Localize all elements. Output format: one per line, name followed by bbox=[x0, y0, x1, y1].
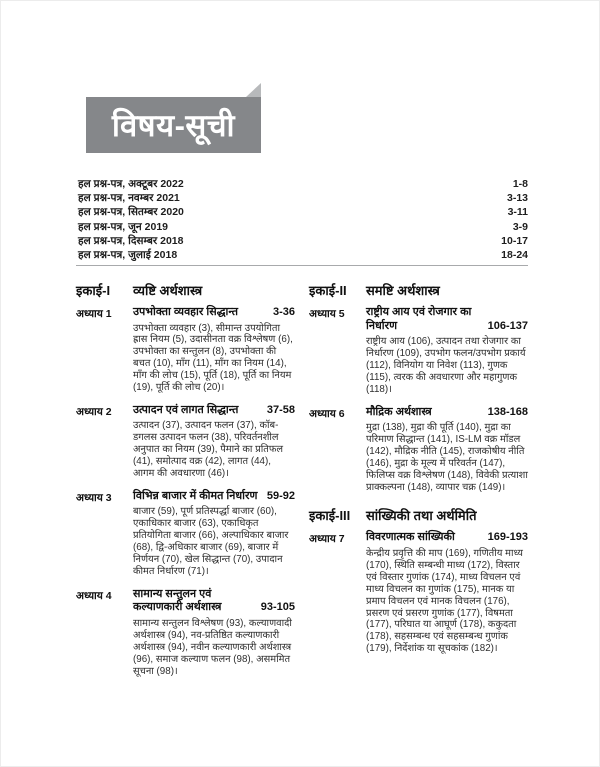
solved-paper-label: हल प्रश्न-पत्र, सितम्बर 2020 bbox=[78, 206, 184, 219]
chapter-label: अध्याय 2 bbox=[76, 405, 112, 418]
chapter-label: अध्याय 6 bbox=[309, 407, 345, 420]
solved-paper-row bbox=[78, 177, 528, 191]
chapter-body bbox=[133, 490, 295, 578]
page-title-box bbox=[86, 97, 261, 153]
chapter-title-row bbox=[366, 306, 528, 333]
unit-title: व्यष्टि अर्थशास्त्र bbox=[133, 283, 203, 298]
unit-label: इकाई-III bbox=[309, 508, 351, 524]
chapter-label: अध्याय 4 bbox=[76, 589, 112, 602]
unit-heading bbox=[309, 281, 528, 299]
chapter-body bbox=[366, 406, 528, 494]
chapter-body bbox=[133, 404, 295, 480]
chapter-title-row bbox=[133, 306, 295, 320]
chapter-title-row bbox=[133, 404, 295, 418]
solved-paper-pages: 10-17 bbox=[501, 234, 528, 247]
solved-paper-pages: 18-24 bbox=[501, 249, 528, 262]
chapter-topics: सामान्य सन्तुलन विश्लेषण (93), कल्याणवादी अर्थशास्त्र (94), नव-प्रतिष्ठित कल्याणकारी अर्थशास्त्र (94), नवीन कल्याणकारी अर्थशास्त्र (96), समाज कल्याण फलन (98), असममित सूचना (98)। bbox=[133, 617, 292, 677]
chapter-pages: 169-193 bbox=[487, 531, 528, 544]
solved-paper-row bbox=[78, 248, 528, 262]
chapter-entry bbox=[309, 406, 528, 494]
page-title: विषय-सूची bbox=[111, 107, 236, 143]
chapter-pages: 37-58 bbox=[266, 403, 295, 416]
solved-paper-pages: 3-13 bbox=[506, 192, 528, 205]
chapter-title: उत्पादन एवं लागत सिद्धान्त bbox=[133, 403, 239, 416]
chapter-topics: उपभोक्ता व्यवहार (3), सीमान्त उपयोगिता ह्रास नियम (5), उदासीनता वक्र विश्लेषण (6), उपभोक्ता का सन्तुलन (8), उपभोक्ता की बचत (10), माँग (11), माँग का नियम (14), माँग की लोच (15), पूर्ति (18), पूर्ति का नियम (19), पूर्ति की लोच (20)। bbox=[133, 322, 293, 394]
chapter-topics: मुद्रा (138), मुद्रा की पूर्ति (140), मुद्रा का परिमाण सिद्धान्त (141), IS-LM वक्र मॉडल (142), मौद्रिक नीति (145), राजकोषीय नीति (146), मुद्रा के मूल्य में परिवर्तन (147), फिलिप्स वक्र विश्लेषण (148), विवेकी प्रत्याशा प्राक्कल्पना (148), व्यापार चक्र (149)। bbox=[366, 422, 528, 493]
chapter-entry bbox=[76, 306, 295, 394]
folded-corner-icon bbox=[246, 83, 261, 97]
solved-paper-row bbox=[78, 234, 528, 248]
solved-paper-label: हल प्रश्न-पत्र, जुलाई 2018 bbox=[78, 249, 178, 262]
chapter-title-row bbox=[133, 490, 295, 504]
chapter-label: अध्याय 1 bbox=[76, 308, 112, 320]
solved-paper-pages: 3-11 bbox=[507, 206, 528, 219]
chapter-label: अध्याय 3 bbox=[76, 491, 112, 504]
chapter-body bbox=[133, 306, 295, 394]
divider bbox=[76, 265, 528, 266]
chapter-entry bbox=[76, 404, 295, 480]
unit-title: समष्टि अर्थशास्त्र bbox=[366, 283, 440, 298]
unit-heading bbox=[76, 281, 295, 299]
chapter-topics: केन्द्रीय प्रवृत्ति की माप (169), गणितीय माध्य (170), स्थिति सम्बन्धी माध्य (172), विस्तार एवं विस्तार गुणांक (174), माध्य विचलन एवं माध्य विचलन का गुणांक (175), मानक या प्रमाप विचलन एवं मानक विचलन (176), प्रसरण एवं प्रसरण गुणांक (177), विषमता (177), परिघात या आघूर्ण (178), ककुदता (178), सहसम्बन्ध एवं सहसम्बन्ध गुणांक (179), निर्देशांक या सूचकांक (182)। bbox=[366, 547, 523, 655]
chapter-title: उपभोक्ता व्यवहार सिद्धान्त bbox=[133, 306, 239, 318]
chapter-title: सामान्य सन्तुलन एवं कल्याणकारी अर्थशास्त्र bbox=[133, 587, 222, 614]
chapter-pages: 3-36 bbox=[272, 306, 295, 318]
solved-paper-pages: 1-8 bbox=[512, 178, 528, 190]
chapter-title: मौद्रिक अर्थशास्त्र bbox=[366, 405, 432, 418]
chapter-title-row bbox=[133, 588, 295, 615]
chapter-body bbox=[366, 306, 528, 396]
solved-papers-list bbox=[78, 177, 528, 262]
solved-paper-pages: 3-9 bbox=[512, 220, 528, 233]
chapter-title: विवरणात्मक सांख्यिकी bbox=[366, 531, 455, 544]
chapter-pages: 106-137 bbox=[487, 319, 528, 332]
chapter-pages: 59-92 bbox=[266, 489, 295, 502]
chapter-pages: 93-105 bbox=[260, 601, 295, 614]
toc-column-left bbox=[76, 281, 295, 687]
chapter-title-row bbox=[366, 406, 528, 420]
solved-paper-label: हल प्रश्न-पत्र, नवम्बर 2021 bbox=[78, 192, 180, 205]
chapter-topics: उत्पादन (37), उत्पादन फलन (37), कॉब-डगलस उत्पादन फलन (38), परिवर्तनशील अनुपात का नियम (39), पैमाने का प्रतिफल (41), समोत्पाद वक्र (42), लागत (44), आगम की अवधारणा (46)। bbox=[133, 420, 284, 480]
chapter-pages: 138-168 bbox=[487, 405, 528, 418]
unit-label: इकाई-II bbox=[309, 283, 347, 298]
chapter-label: अध्याय 5 bbox=[309, 308, 345, 320]
chapter-body bbox=[133, 588, 295, 678]
unit-label: इकाई-I bbox=[76, 283, 111, 298]
chapter-entry bbox=[76, 490, 295, 578]
toc-column-right bbox=[309, 281, 528, 687]
chapter-title: राष्ट्रीय आय एवं रोजगार का निर्धारण bbox=[366, 306, 472, 332]
solved-paper-row bbox=[78, 205, 528, 219]
chapter-label: अध्याय 7 bbox=[309, 533, 345, 546]
chapter-title-row bbox=[366, 531, 528, 545]
solved-paper-row bbox=[78, 191, 528, 205]
unit-title: सांख्यिकी तथा अर्थमिति bbox=[366, 508, 477, 524]
chapter-body bbox=[366, 531, 528, 655]
chapter-topics: राष्ट्रीय आय (106), उत्पादन तथा रोजगार का निर्धारण (109), उपभोग फलन/उपभोग प्रकार्य (112), विनियोग या निवेश (113), गुणक (115), त्वरक की अवधारणा और महागुणक (118)। bbox=[366, 336, 526, 395]
chapter-topics: बाजार (59), पूर्ण प्रतिस्पर्द्धा बाजार (60), एकाधिकार बाजार (63), एकाधिकृत प्रतियोगिता बाजार (66), अल्पाधिकार बाजार (68), द्वि-अधिकार बाजार (69), बाजार में निर्णयन (70), खेल सिद्धान्त (70), उपादान कीमत निर्धारण (71)। bbox=[133, 506, 289, 577]
solved-paper-row bbox=[78, 220, 528, 234]
chapter-title: विभिन्न बाजार में कीमत निर्धारण bbox=[133, 489, 258, 502]
chapter-entry bbox=[309, 531, 528, 655]
chapter-entry bbox=[309, 306, 528, 396]
unit-heading bbox=[309, 506, 528, 524]
solved-paper-label: हल प्रश्न-पत्र, अक्टूबर 2022 bbox=[78, 178, 184, 190]
toc-columns bbox=[76, 281, 528, 687]
solved-paper-label: हल प्रश्न-पत्र, दिसम्बर 2018 bbox=[78, 234, 184, 247]
chapter-entry bbox=[76, 588, 295, 678]
solved-paper-label: हल प्रश्न-पत्र, जून 2019 bbox=[78, 220, 168, 233]
